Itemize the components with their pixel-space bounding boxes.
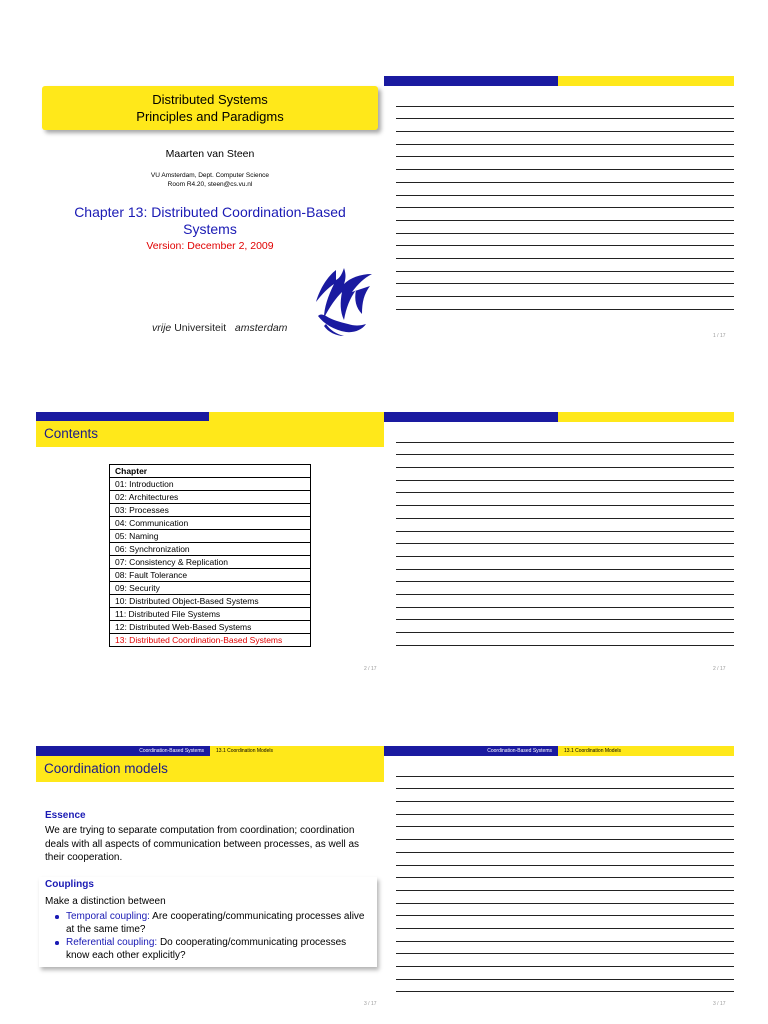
table-row: 05: Naming	[110, 530, 311, 543]
table-row: 10: Distributed Object-Based Systems	[110, 595, 311, 608]
table-row: 01: Introduction	[110, 478, 311, 491]
affiliation-line-2: Room R4.20, steen@cs.vu.nl	[167, 180, 253, 188]
table-row: 03: Processes	[110, 504, 311, 517]
title-line-2: Principles and Paradigms	[136, 109, 284, 124]
item-text: Are cooperating/communicating processes alive at the same time?	[66, 911, 365, 935]
table-row-current: 13: Distributed Coordination-Based Systems	[115, 635, 283, 645]
contents-table	[109, 464, 311, 647]
table-row: 07: Consistency & Replication	[110, 556, 311, 569]
table-row: 09: Security	[110, 582, 311, 595]
chapter-line-2: Systems	[183, 221, 237, 237]
logo-word-universiteit: Universiteit	[174, 322, 227, 334]
notes-breadcrumb-subsection: 13.1 Coordination Models	[558, 746, 734, 756]
page-number-3-notes: 3 / 17	[713, 1001, 726, 1007]
logo-word-amsterdam: amsterdam	[234, 322, 288, 334]
table-row: 02: Architectures	[110, 491, 311, 504]
chapter-title	[42, 204, 378, 238]
couplings-block-title: Couplings	[45, 879, 94, 890]
essence-block-title: Essence	[45, 810, 86, 821]
essence-block-text: We are trying to separate computation from coordination; coordination deals with all aspects of communication between processes, as well as their cooperation.	[45, 825, 360, 863]
chapter-line-1: Chapter 13: Distributed Coordination-Based	[74, 204, 346, 220]
breadcrumb-subsection: 13.1 Coordination Models	[210, 746, 384, 756]
breadcrumb-section: Coordination-Based Systems	[36, 746, 210, 756]
notes-breadcrumb-section: Coordination-Based Systems	[384, 746, 558, 756]
list-item-temporal	[66, 911, 366, 936]
notes-header-bar-2	[384, 412, 734, 422]
slide-2-frame-title: Contents	[36, 421, 384, 447]
page-number-2: 2 / 17	[364, 666, 377, 672]
title-line-1: Distributed Systems	[152, 92, 268, 107]
university-logo-text	[152, 322, 287, 334]
list-item-referential	[66, 937, 366, 962]
title-box	[42, 86, 378, 130]
page-number-3: 3 / 17	[364, 1001, 377, 1007]
table-row: 12: Distributed Web-Based Systems	[110, 621, 311, 634]
author: Maarten van Steen	[165, 148, 255, 160]
table-row: 04: Communication	[110, 517, 311, 530]
couplings-intro: Make a distinction between	[45, 896, 166, 907]
bullet-icon	[55, 941, 59, 945]
notes-lines-1	[396, 94, 734, 310]
item-text: Do cooperating/communicating processes know each other explicitly?	[66, 937, 347, 961]
affiliation	[42, 172, 378, 189]
slide-3-frame-title: Coordination models	[36, 756, 384, 782]
item-term: Referential coupling:	[66, 937, 158, 948]
table-row: 08: Fault Tolerance	[110, 569, 311, 582]
table-row: 06: Synchronization	[110, 543, 311, 556]
page-number-1: 1 / 17	[713, 333, 726, 339]
table-row: 11: Distributed File Systems	[110, 608, 311, 621]
notes-header-bar-1	[384, 76, 734, 86]
slide-3-breadcrumb	[36, 746, 384, 756]
item-term: Temporal coupling:	[66, 911, 150, 922]
notes-lines-3	[396, 764, 734, 992]
version-date: Version: December 2, 2009	[146, 240, 274, 252]
page-number-2-notes: 2 / 17	[713, 666, 726, 672]
notes-breadcrumb-3	[384, 746, 734, 756]
table-header: Chapter	[110, 465, 311, 478]
logo-word-vrije: vrije	[152, 322, 172, 334]
bullet-icon	[55, 915, 59, 919]
griffin-logo-icon	[306, 266, 376, 338]
affiliation-line-1: VU Amsterdam, Dept. Computer Science	[150, 172, 270, 179]
notes-lines-2	[396, 430, 734, 646]
